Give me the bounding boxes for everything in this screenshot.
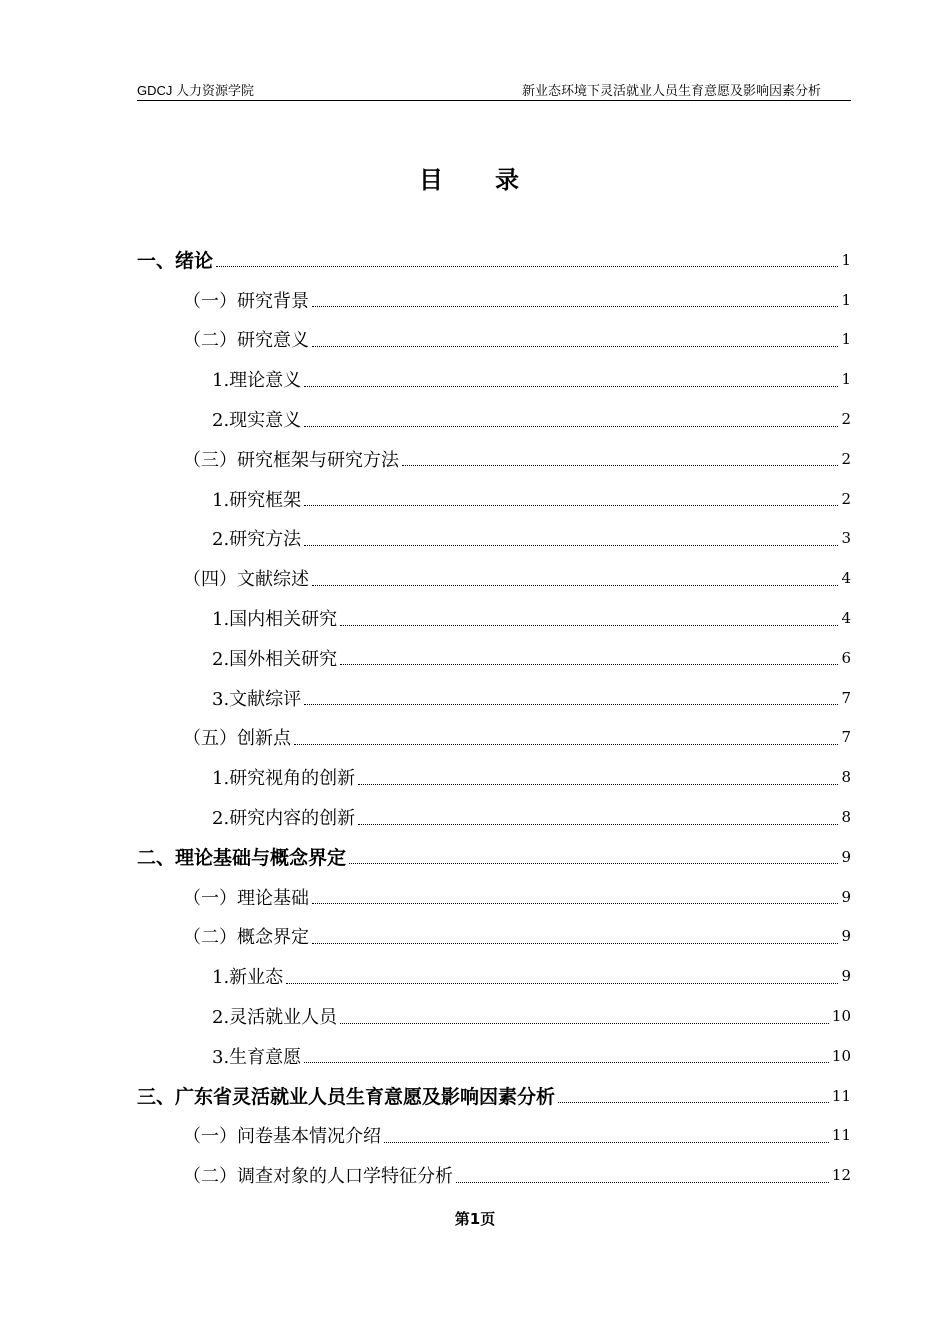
toc-entry-label: 3.生育意愿 (212, 1046, 302, 1068)
toc-leader-dots (340, 625, 838, 626)
toc-entry-page: 1 (841, 370, 851, 389)
toc-leader-dots (216, 266, 838, 267)
toc-leader-dots (304, 1062, 829, 1063)
toc-leader-dots (304, 426, 838, 427)
toc-entry[interactable] (137, 439, 851, 479)
toc-entry-label: 2.研究内容的创新 (212, 808, 356, 830)
toc-entry-page: 2 (841, 489, 851, 508)
toc-entry[interactable] (137, 359, 851, 399)
toc-entry-page: 7 (841, 728, 851, 747)
toc-entry-page: 9 (841, 927, 851, 946)
toc-entry-page: 6 (841, 648, 851, 667)
toc-entry-page: 1 (841, 290, 851, 309)
toc-entry[interactable] (137, 956, 851, 996)
toc-entry[interactable] (137, 1036, 851, 1076)
toc-entry-label: 1.理论意义 (212, 370, 302, 392)
toc-entry-page: 11 (831, 1126, 851, 1145)
toc-entry[interactable] (137, 558, 851, 598)
toc-entry[interactable] (137, 797, 851, 837)
toc-entry-label: （二）研究意义 (183, 330, 309, 352)
toc-leader-dots (304, 545, 838, 546)
toc-leader-dots (312, 903, 838, 904)
toc-entry-label: （四）文献综述 (183, 569, 309, 591)
toc-entry-page: 4 (841, 569, 851, 588)
toc-entry-page: 4 (841, 609, 851, 628)
toc-leader-dots (312, 585, 838, 586)
page-number: 第1页 (454, 1210, 496, 1228)
toc-entry-page: 1 (841, 250, 851, 269)
toc-entry-label: 1.新业态 (212, 967, 284, 989)
toc-entry[interactable] (137, 638, 851, 678)
table-of-contents (137, 240, 851, 1195)
toc-entry-label: 1.研究框架 (212, 489, 302, 511)
toc-entry-label: 2.研究方法 (212, 529, 302, 551)
toc-entry-page: 10 (831, 1007, 851, 1026)
toc-entry[interactable] (137, 1116, 851, 1156)
toc-entry-page: 12 (831, 1166, 851, 1185)
toc-entry-label: 一、绪论 (137, 250, 214, 273)
header-thesis-title: 新业态环境下灵活就业人员生育意愿及影响因素分析 (521, 83, 821, 98)
toc-leader-dots (358, 784, 838, 785)
toc-entry[interactable] (137, 718, 851, 758)
toc-entry-page: 7 (841, 688, 851, 707)
toc-leader-dots (294, 744, 838, 745)
toc-leader-dots (312, 943, 838, 944)
toc-entry-page: 3 (841, 529, 851, 548)
toc-entry[interactable] (137, 399, 851, 439)
toc-entry-label: 三、广东省灵活就业人员生育意愿及影响因素分析 (137, 1086, 556, 1109)
toc-leader-dots (312, 346, 838, 347)
toc-entry[interactable] (137, 240, 851, 280)
toc-entry[interactable] (137, 280, 851, 320)
toc-leader-dots (304, 505, 838, 506)
toc-leader-dots (402, 465, 838, 466)
toc-leader-dots (340, 664, 838, 665)
toc-leader-dots (286, 983, 838, 984)
toc-entry[interactable] (137, 837, 851, 877)
toc-entry[interactable] (137, 678, 851, 718)
toc-leader-dots (456, 1182, 829, 1183)
toc-entry[interactable] (137, 519, 851, 559)
toc-leader-dots (349, 863, 838, 864)
toc-entry-page: 9 (841, 847, 851, 866)
toc-entry-page: 8 (841, 808, 851, 827)
toc-entry-page: 10 (831, 1046, 851, 1065)
toc-entry-label: （一）研究背景 (183, 290, 309, 312)
toc-entry[interactable] (137, 917, 851, 957)
toc-entry[interactable] (137, 479, 851, 519)
toc-entry-label: 1.国内相关研究 (212, 609, 338, 631)
toc-entry-page: 8 (841, 768, 851, 787)
toc-entry-label: 2.现实意义 (212, 410, 302, 432)
toc-entry-page: 9 (841, 887, 851, 906)
toc-entry-page: 11 (831, 1086, 851, 1105)
toc-entry-label: 2.灵活就业人员 (212, 1007, 338, 1029)
toc-entry[interactable] (137, 598, 851, 638)
toc-entry-page: 9 (841, 967, 851, 986)
toc-entry[interactable] (137, 757, 851, 797)
toc-entry[interactable] (137, 320, 851, 360)
toc-entry-label: （二）调查对象的人口学特征分析 (183, 1166, 453, 1188)
header-institution: GDCJ 人力资源学院 (137, 83, 255, 98)
page-header (137, 78, 851, 101)
toc-entry[interactable] (137, 1155, 851, 1195)
toc-leader-dots (358, 824, 838, 825)
toc-entry-label: （五）创新点 (183, 728, 291, 750)
toc-entry-label: （二）概念界定 (183, 927, 309, 949)
toc-entry-label: 2.国外相关研究 (212, 648, 338, 670)
toc-entry-label: 二、理论基础与概念界定 (137, 847, 347, 870)
toc-entry[interactable] (137, 1076, 851, 1116)
toc-entry-page: 2 (841, 410, 851, 429)
toc-entry-page: 2 (841, 449, 851, 468)
toc-entry-label: 1.研究视角的创新 (212, 768, 356, 790)
toc-entry-label: （一）理论基础 (183, 887, 309, 909)
toc-leader-dots (304, 386, 838, 387)
toc-entry-label: （一）问卷基本情况介绍 (183, 1126, 381, 1148)
toc-leader-dots (384, 1142, 829, 1143)
toc-leader-dots (340, 1023, 829, 1024)
toc-leader-dots (312, 306, 838, 307)
toc-leader-dots (558, 1102, 829, 1103)
toc-entry-label: 3.文献综评 (212, 688, 302, 710)
toc-entry[interactable] (137, 877, 851, 917)
toc-leader-dots (304, 704, 838, 705)
toc-entry-page: 1 (841, 330, 851, 349)
page-title: 目录 (419, 166, 571, 194)
toc-entry[interactable] (137, 996, 851, 1036)
toc-entry-label: （三）研究框架与研究方法 (183, 449, 399, 471)
